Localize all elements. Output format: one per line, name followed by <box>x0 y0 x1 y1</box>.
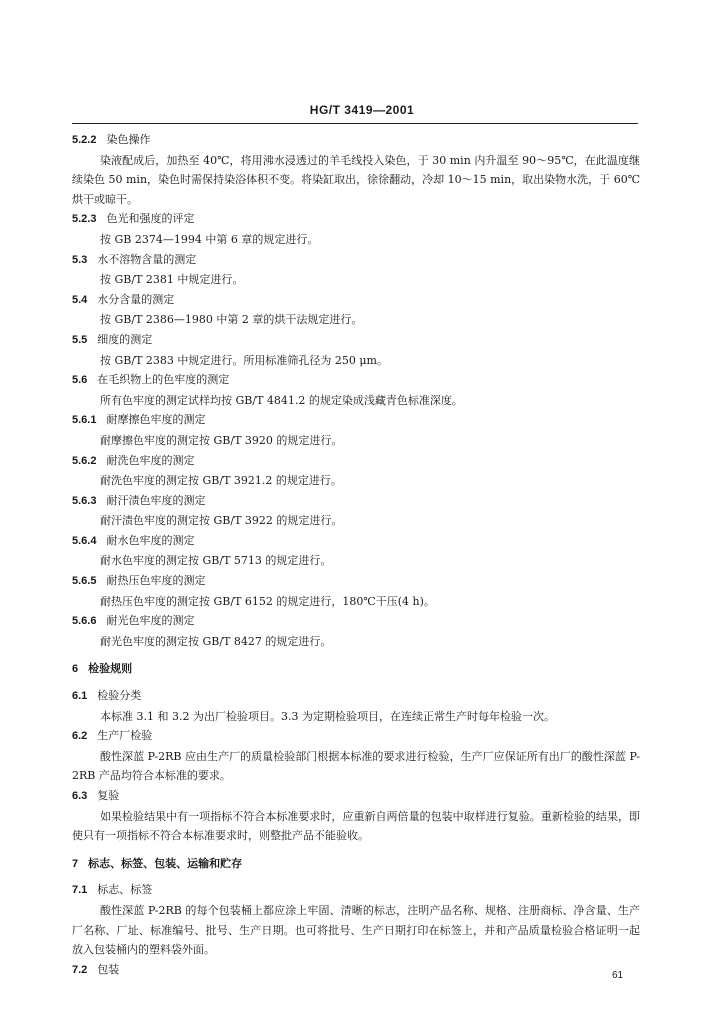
section-number: 7 <box>72 857 79 870</box>
section-number: 6.2 <box>72 730 88 743</box>
section-number: 5.6.1 <box>72 414 97 427</box>
paragraph: 按 GB/T 2381 中规定进行。 <box>100 273 244 287</box>
section-heading-7-2 <box>72 960 640 981</box>
section-heading-5-2-3 <box>72 209 640 230</box>
paragraph: 本标准 3.1 和 3.2 为出厂检验项目。3.3 为定期检验项目，在连续正常生产时每年检验一次。 <box>100 709 555 723</box>
section-number: 5.6.5 <box>72 575 97 588</box>
paragraph: 按 GB/T 2386—1980 中第 2 章的烘干法规定进行。 <box>100 313 363 327</box>
section-number: 5.2.3 <box>72 213 97 226</box>
paragraph: 如果检验结果中有一项指标不符合本标准要求时，应重新自两倍量的包装中取样进行复验。重新检验的结果，即使只有一项指标不符合本标准要求时，则整批产品不能验收。 <box>72 809 640 843</box>
chapter-heading-7 <box>72 854 640 875</box>
section-title: 检验规则 <box>88 662 133 676</box>
section-heading-5-6 <box>72 370 640 391</box>
paragraph: 耐摩擦色牢度的测定按 GB/T 3920 的规定进行。 <box>100 433 343 447</box>
section-number: 5.6.4 <box>72 534 97 547</box>
section-heading-5-4 <box>72 290 640 311</box>
section-title: 细度的测定 <box>97 332 153 346</box>
section-title: 耐摩擦色牢度的测定 <box>106 413 206 427</box>
chapter-heading-6 <box>72 659 640 680</box>
section-title: 耐洗色牢度的测定 <box>106 453 195 467</box>
paragraph: 耐热压色牢度的测定按 GB/T 6152 的规定进行，180℃干压(4 h)。 <box>100 594 435 608</box>
paragraph: 耐洗色牢度的测定按 GB/T 3921.2 的规定进行。 <box>100 474 342 488</box>
section-number: 6.3 <box>72 790 88 802</box>
section-number: 5.6.6 <box>72 615 97 628</box>
section-heading-7-1 <box>72 880 640 901</box>
page-number: 61 <box>612 970 624 981</box>
section-title: 生产厂检验 <box>97 729 153 743</box>
section-number: 5.4 <box>72 293 88 306</box>
section-title: 耐水色牢度的测定 <box>106 533 195 547</box>
paragraph: 按 GB 2374—1994 中第 6 章的规定进行。 <box>100 232 319 246</box>
section-heading-5-6-3 <box>72 491 640 512</box>
section-title: 水分含量的测定 <box>97 292 175 306</box>
section-title: 包装 <box>97 962 120 976</box>
paragraph: 酸性深蓝 P-2RB 应由生产厂的质量检验部门根据本标准的要求进行检验，生产厂应保证所有出厂的酸性深蓝 P-2RB 产品均符合本标准的要求。 <box>72 749 640 783</box>
section-number: 5.5 <box>72 333 88 346</box>
section-number: 5.3 <box>72 253 88 266</box>
section-title: 耐汗渍色牢度的测定 <box>106 493 206 507</box>
paragraph: 按 GB/T 2383 中规定进行。所用标准筛孔径为 250 μm。 <box>100 353 388 367</box>
section-number: 6.1 <box>72 690 88 703</box>
section-heading-6-3 <box>72 786 640 807</box>
section-title: 在毛织物上的色牢度的测定 <box>97 373 230 387</box>
section-heading-5-6-1 <box>72 410 640 431</box>
section-title: 标志、标签、包装、运输和贮存 <box>88 856 243 870</box>
section-heading-5-2-2 <box>72 130 640 151</box>
document-body <box>72 130 640 980</box>
section-title: 耐光色牢度的测定 <box>106 614 195 628</box>
section-heading-5-6-6 <box>72 611 640 632</box>
section-number: 7.1 <box>72 884 88 897</box>
section-title: 复验 <box>97 789 120 802</box>
paragraph: 染液配成后，加热至 40℃，将用沸水浸透过的羊毛线投入染色，于 30 min 内升温至 90～95℃，在此温度继续染色 50 min，染色时需保持染浴体积不变。将染缸取出，徐徐翻动，冷却 10～15 min，取出染物水洗，于 60℃烘干或晾干。 <box>72 153 640 206</box>
standard-number-header: HG/T 3419—2001 <box>309 103 415 117</box>
section-heading-6-2 <box>72 726 640 747</box>
section-title: 水不溶物含量的测定 <box>97 252 197 266</box>
section-heading-6-1 <box>72 686 640 707</box>
paragraph: 耐汗渍色牢度的测定按 GB/T 3922 的规定进行。 <box>100 514 343 528</box>
section-title: 标志、标签 <box>97 883 153 897</box>
section-number: 5.6 <box>72 374 88 387</box>
section-heading-5-6-5 <box>72 571 640 592</box>
section-number: 5.6.2 <box>72 454 97 467</box>
header-divider <box>72 123 638 124</box>
section-heading-5-6-4 <box>72 531 640 552</box>
section-number: 5.6.3 <box>72 494 97 507</box>
section-number: 6 <box>72 663 79 676</box>
section-title: 染色操作 <box>106 133 151 146</box>
section-title: 检验分类 <box>97 689 142 703</box>
section-number: 7.2 <box>72 963 88 976</box>
paragraph: 酸性深蓝 P-2RB 的每个包装桶上都应涂上牢固、清晰的标志，注明产品名称、规格、注册商标、净含量、生产厂名称、厂址、标准编号、批号、生产日期。也可将批号、生产日期打印在标签上，并和产品质量检验合格证明一起放入包装桶内的塑料袋外面。 <box>72 903 640 957</box>
paragraph: 所有色牢度的测定试样均按 GB/T 4841.2 的规定染成浅藏青色标准深度。 <box>100 393 463 407</box>
paragraph: 耐水色牢度的测定按 GB/T 5713 的规定进行。 <box>100 554 332 568</box>
section-number: 5.2.2 <box>72 134 97 146</box>
section-title: 色光和强度的评定 <box>106 212 195 226</box>
section-title: 耐热压色牢度的测定 <box>106 574 206 588</box>
section-heading-5-6-2 <box>72 451 640 472</box>
paragraph: 耐光色牢度的测定按 GB/T 8427 的规定进行。 <box>100 634 332 648</box>
section-heading-5-3 <box>72 250 640 271</box>
section-heading-5-5 <box>72 330 640 351</box>
